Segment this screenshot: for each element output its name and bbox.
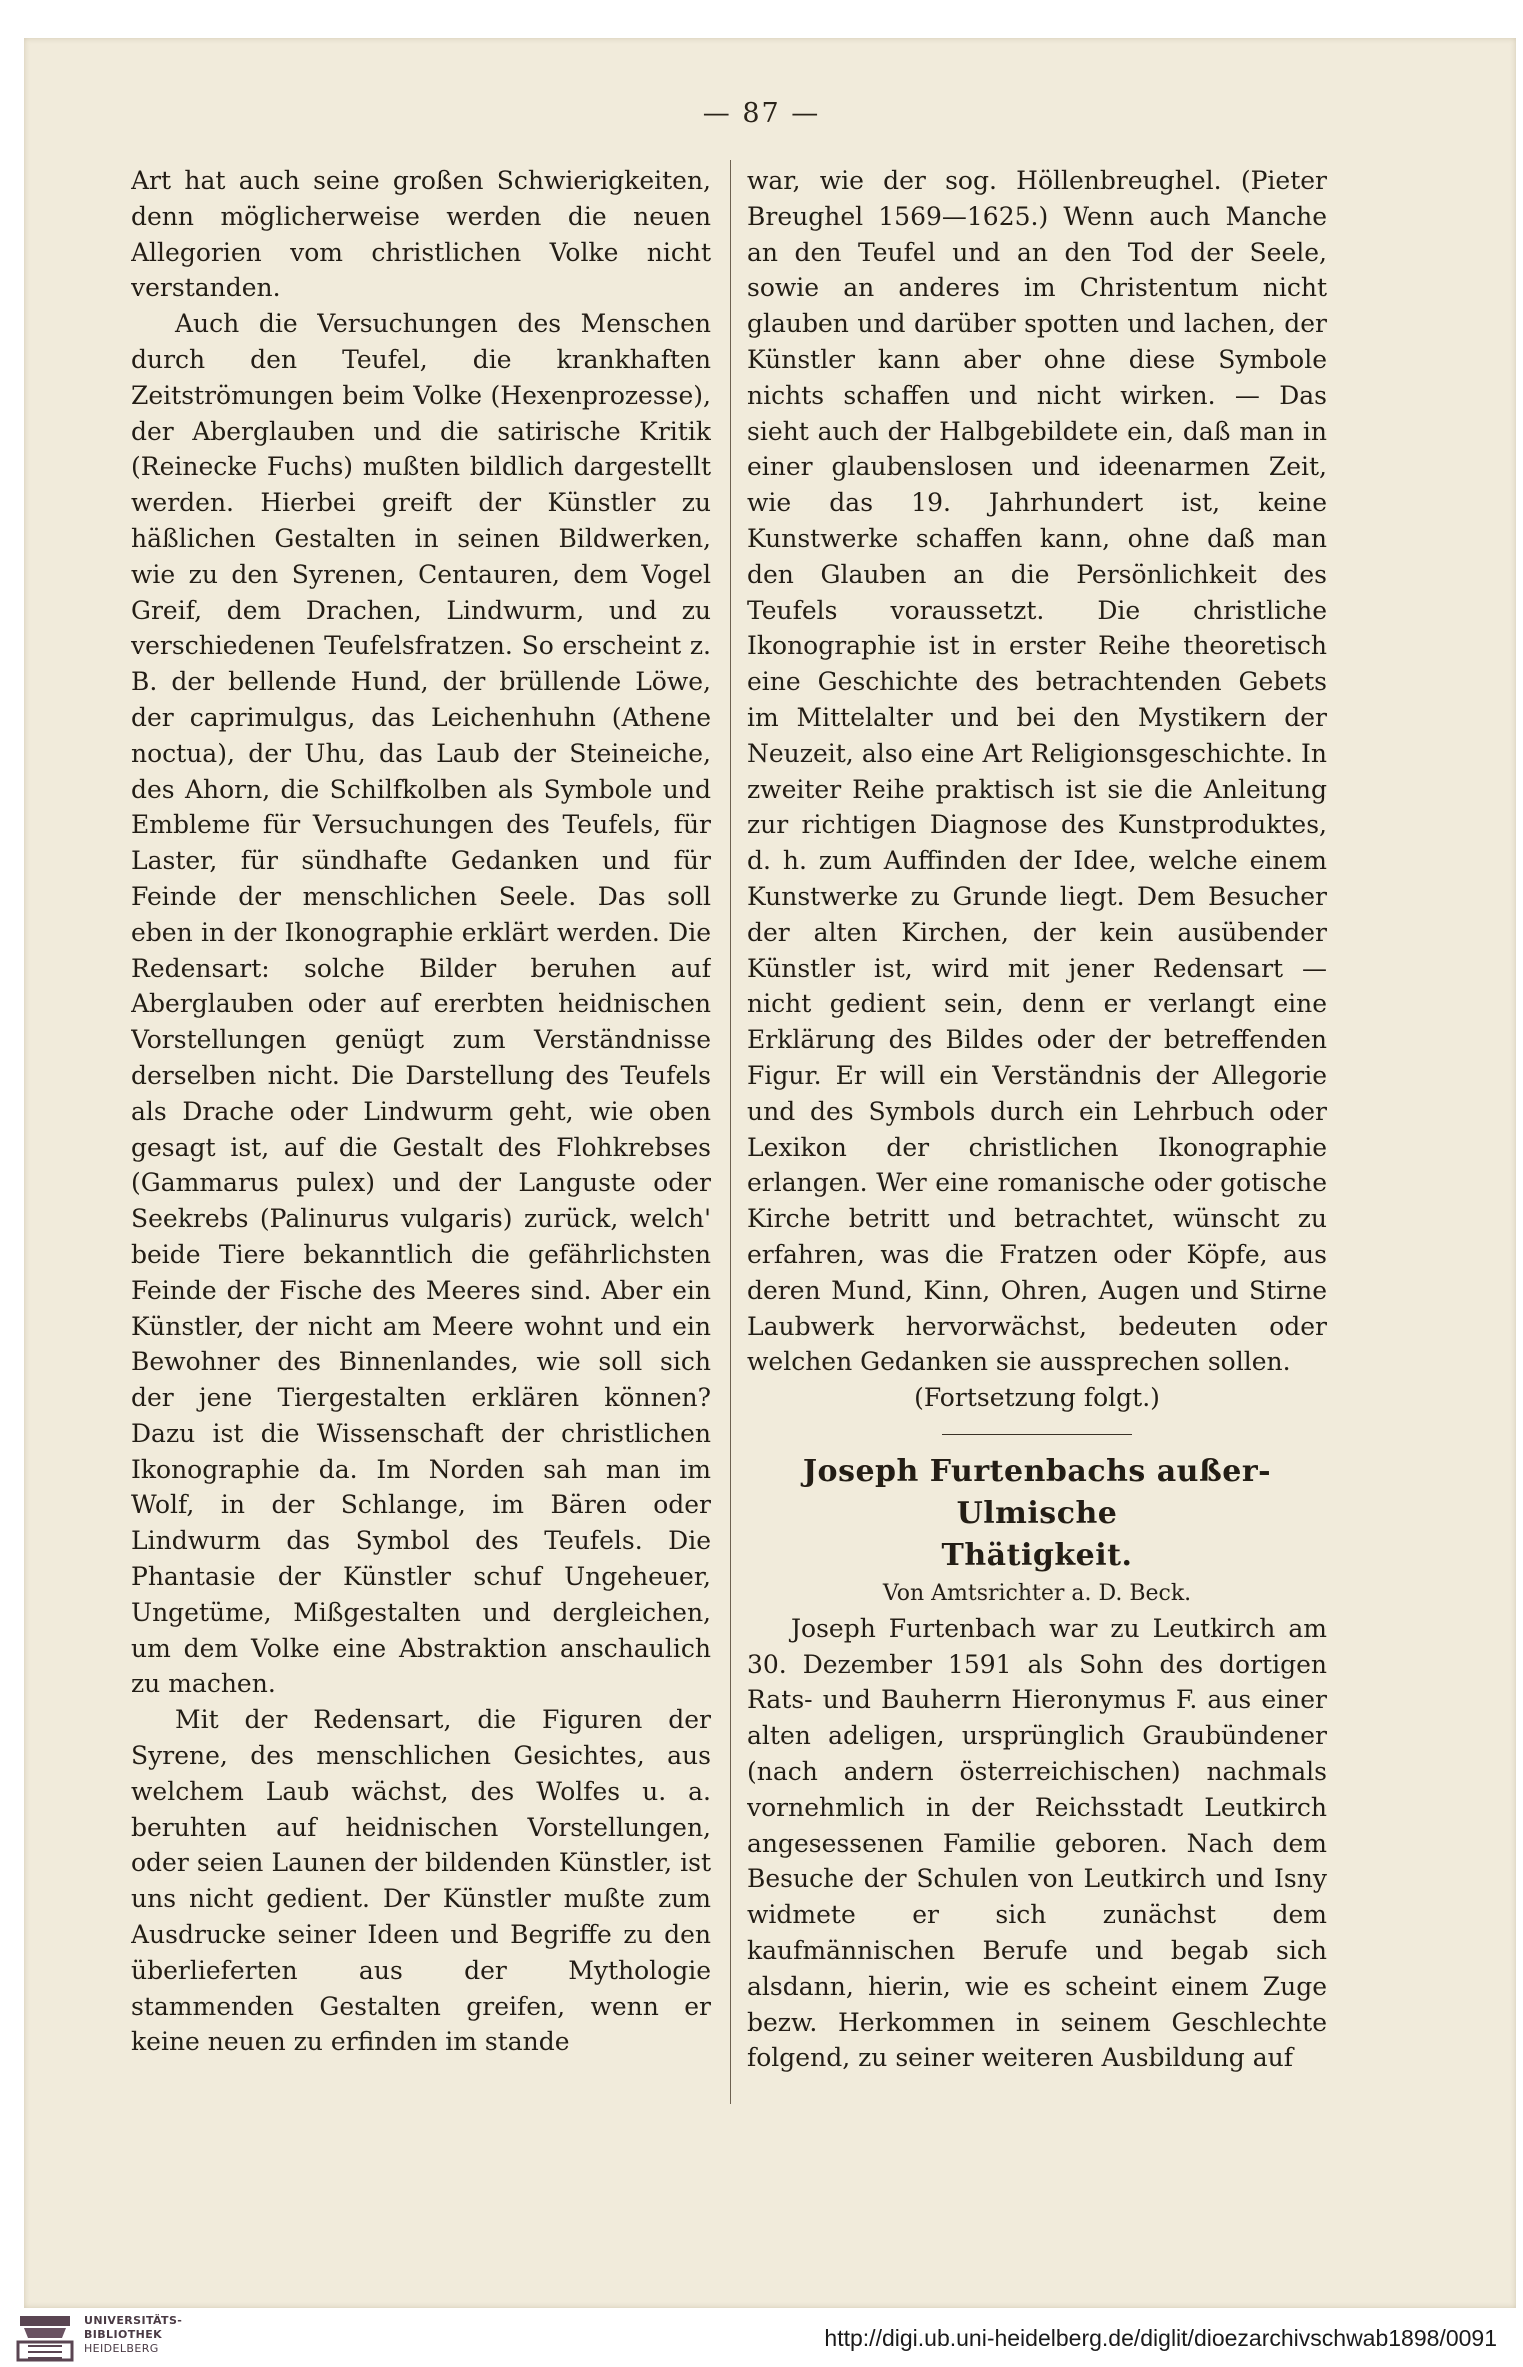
left-column	[131, 163, 711, 2103]
section-rule	[942, 1434, 1132, 1435]
library-logo-text	[84, 2314, 182, 2356]
article-title-line-2: Thätigkeit.	[941, 1537, 1133, 1573]
right-paragraph-1: war, wie der sog. Höllenbreughel. (Pieter Breughel 1569—1625.) Wenn auch Manche an den Teufel und an den Tod der Seele, sowie an anderes im Christentum nicht glauben und darüber spotten und lachen, der Künstler kann aber ohne diese Symbole nichts schaffen und nicht wirken. — Das sieht auch der Halbgebildete ein, daß man in einer glaubenslosen und ideenarmen Zeit, wie das 19. Jahrhundert ist, keine Kunstwerke schaffen kann, ohne daß man den Glauben an die Persönlichkeit des Teufels voraussetzt. Die christliche Ikonographie ist in erster Reihe theoretisch eine Geschichte des betrachtenden Gebets im Mittelalter und bei den Mystikern der Neuzeit, also eine Art Religionsgeschichte. In zweiter Reihe praktisch ist sie die Anleitung zur richtigen Diagnose des Kunstproduktes, d. h. zum Auffinden der Idee, welche einem Kunstwerke zu Grunde liegt. Dem Besucher der alten Kirchen, der kein ausübender Künstler ist, wird mit jener Redensart — nicht gedient sein, denn er verlangt eine Erklärung des Bildes oder der betreffenden Figur. Er will ein Verständnis der Allegorie und des Symbols durch ein Lehrbuch oder Lexikon der christlichen Ikonographie erlangen. Wer eine romanische oder gotische Kirche betritt und betrachtet, wünscht zu erfahren, was die Fratzen oder Köpfe, aus deren Mund, Kinn, Ohren, Augen und Stirne Laubwerk hervorwächst, bedeuten oder welchen Gedanken sie aussprechen sollen.	[747, 166, 1327, 1377]
continuation-note: (Fortsetzung folgt.)	[914, 1383, 1160, 1413]
left-paragraph-3: Mit der Redensart, die Figuren der Syrene, des menschlichen Gesichtes, aus welchem Laub wächst, des Wolfes u. a. beruhten auf heidnischen Vorstellungen, oder seien Launen der bildenden Künstler, ist uns nicht gedient. Der Künstler mußte zum Ausdrucke seiner Ideen und Begriffe zu den überlieferten aus der Mythologie stammenden Gestalten greifen, wenn er keine neuen zu erfinden im stande	[131, 1705, 711, 2057]
article-title-line-1: Joseph Furtenbachs außer-Ulmische	[802, 1453, 1272, 1531]
logo-line-2: BIBLIOTHEK	[84, 2328, 163, 2341]
right-column	[747, 163, 1327, 2103]
article-paragraph-1: Joseph Furtenbach war zu Leutkirch am 30. Dezember 1591 als Sohn des dortigen Rats- und Bauherrn Hieronymus F. aus einer alten adeligen, ursprünglich Graubündener (nach andern österreichischen) nachmals vornehmlich in der Reichsstadt Leutkirch angesessenen Familie geboren. Nach dem Besuche der Schulen von Leutkirch und Isny widmete er sich zunächst dem kaufmännischen Berufe und begab sich alsdann, hierin, wie es scheint einem Zuge bezw. Herkommen in seinem Geschlechte folgend, zu seiner weiteren Ausbildung auf	[747, 1613, 1327, 2073]
left-paragraph-1: Art hat auch seine großen Schwierigkeiten, denn möglicherweise werden die neuen Allegorien vom christlichen Volke nicht verstanden.	[131, 166, 711, 303]
logo-line-1: UNIVERSITÄTS-	[84, 2314, 183, 2327]
article-byline: Von Amtsrichter a. D. Beck.	[882, 1580, 1192, 1606]
left-paragraph-2: Auch die Versuchungen des Menschen durch den Teufel, die krankhaften Zeitströmungen beim Volke (Hexenprozesse), der Aberglauben und die satirische Kritik (Reinecke Fuchs) mußten bildlich dargestellt werden. Hierbei greift der Künstler zu häßlichen Gestalten in seinen Bildwerken, wie zu den Syrenen, Centauren, dem Vogel Greif, dem Drachen, Lindwurm, und zu verschiedenen Teufelsfratzen. So erscheint z. B. der bellende Hund, der brüllende Löwe, der caprimulgus, das Leichenhuhn (Athene noctua), der Uhu, das Laub der Steineiche, des Ahorn, die Schilfkolben als Symbole und Embleme für Versuchungen des Teufels, für Laster, für sündhafte Gedanken und für Feinde der menschlichen Seele. Das soll eben in der Ikonographie erklärt werden. Die Redensart: solche Bilder beruhen auf Aberglauben oder auf ererbten heidnischen Vorstellungen genügt zum Verständnisse derselben nicht. Die Darstellung des Teufels als Drache oder Lindwurm geht, wie oben gesagt ist, auf die Gestalt des Flohkrebses (Gammarus pulex) und der Languste oder Seekrebs (Palinurus vulgaris) zurück, welch' beide Tiere bekanntlich die gefährlichsten Feinde der Fische des Meeres sind. Aber ein Künstler, der nicht am Meere wohnt und ein Bewohner des Binnenlandes, wie soll sich der jene Tiergestalten erklären können? Dazu ist die Wissenschaft der christlichen Ikonographie da. Im Norden sah man im Wolf, in der Schlange, im Bären oder Lindwurm das Symbol des Teufels. Die Phantasie der Künstler schuf Ungeheuer, Ungetüme, Mißgestalten und dergleichen, um dem Volke eine Abstraktion anschaulich zu machen.	[131, 309, 711, 1699]
page-number: — 87 —	[702, 98, 821, 129]
source-url-link[interactable]: http://digi.ub.uni-heidelberg.de/diglit/dioezarchivschwab1898/0091	[824, 2325, 1497, 2351]
university-seal-icon	[14, 2312, 76, 2364]
column-divider	[730, 160, 731, 2104]
logo-line-3: HEIDELBERG	[84, 2342, 159, 2355]
